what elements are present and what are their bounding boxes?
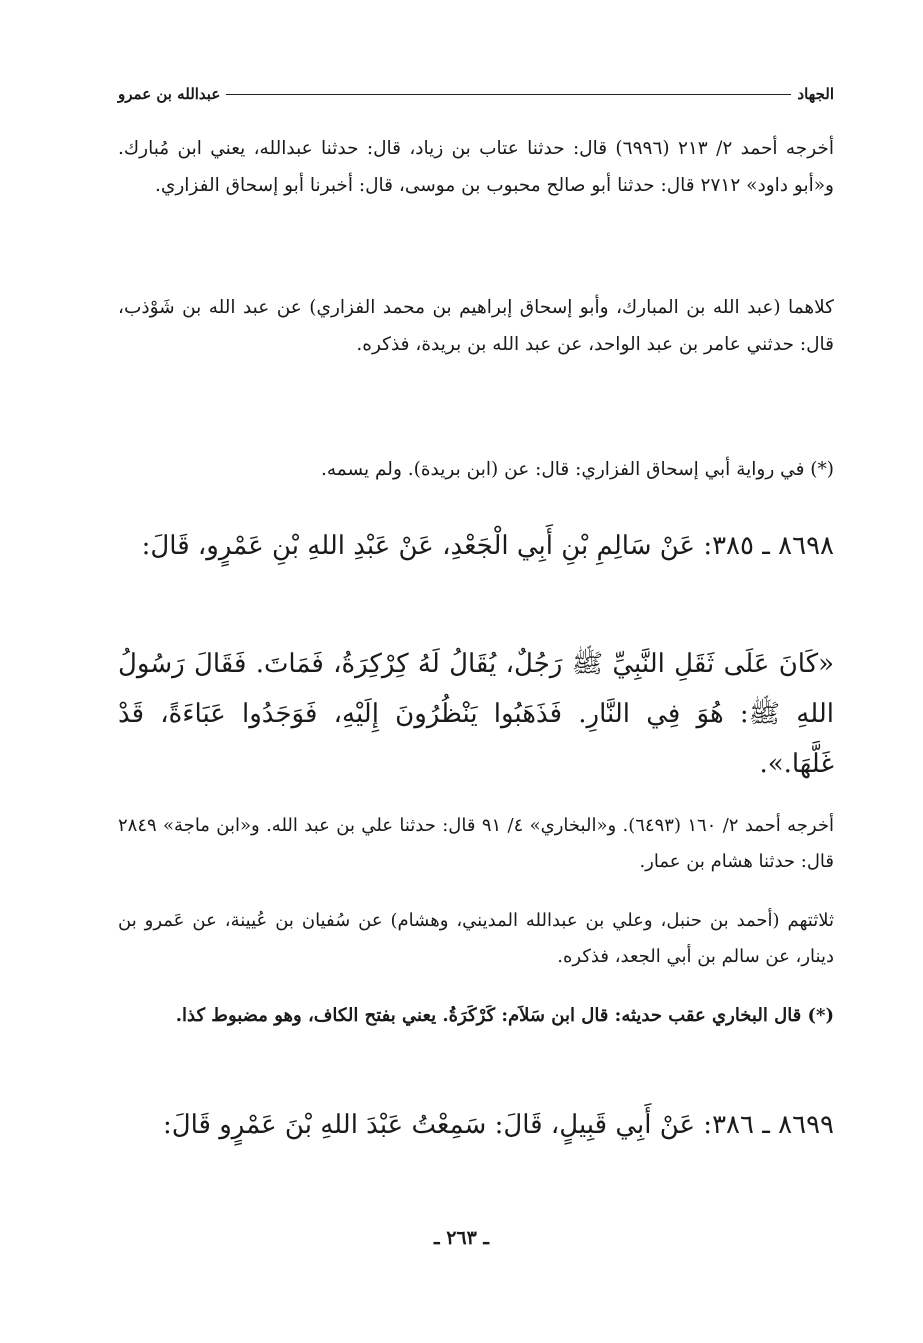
running-header <box>118 80 834 108</box>
header-section: عبدالله بن عمرو <box>118 85 221 103</box>
source-paragraph-3: أخرجه أحمد ٢/ ١٦٠ (٦٤٩٣). و«البخاري» ٤/ ٩١ قال: حدثنا علي بن عبد الله. و«ابن ماجة» ٢٨٤٩ قال: حدثنا هشام بن عمار. <box>118 815 834 872</box>
source-paragraph-4: ثلاثتهم (أحمد بن حنبل، وعلي بن عبدالله المديني، وهشام) عن سُفيان بن عُيينة، عن عَمرو بن دينار، عن سالم بن أبي الجعد، فذكره. <box>118 910 834 967</box>
note-paragraph-2: (*) قال البخاري عقب حديثه: قال ابن سَلاَم: كَرْكَرَةُ. يعني بفتح الكاف، وهو مضبوط كذا. <box>175 1005 834 1026</box>
source-paragraph-2: كلاهما (عبد الله بن المبارك، وأبو إسحاق إبراهيم بن محمد الفزاري) عن عبد الله بن شَوْذب، قال: حدثني عامر بن عبد الواحد، عن عبد الله بن بريدة، فذكره. <box>118 297 834 355</box>
note-paragraph-1: (*) في رواية أبي إسحاق الفزاري: قال: عن (ابن بريدة). ولم يسمه. <box>320 459 834 480</box>
header-rule <box>226 94 791 95</box>
page-number: ـ ٢٦٣ ـ <box>434 1227 489 1249</box>
hadith-8698-heading: ٨٦٩٨ ـ ٣٨٥: عَنْ سَالِمِ بْنِ أَبِي الْجَعْدِ، عَنْ عَبْدِ اللهِ بْنِ عَمْرٍو، قَالَ: <box>141 531 834 561</box>
hadith-8699-heading: ٨٦٩٩ ـ ٣٨٦: عَنْ أَبِي قَبِيلٍ، قَالَ: سَمِعْتُ عَبْدَ اللهِ بْنَ عَمْرٍو قَالَ: <box>162 1110 834 1140</box>
header-chapter: الجهاد <box>797 85 834 103</box>
source-paragraph-1: أخرجه أحمد ٢/ ٢١٣ (٦٩٩٦) قال: حدثنا عتاب بن زياد، قال: حدثنا عبدالله، يعني ابن مُبارك. و«أبو داود» ٢٧١٢ قال: حدثنا أبو صالح محبوب بن موسى، قال: أخبرنا أبو إسحاق الفزاري. <box>118 138 835 196</box>
hadith-8698-text: «كَانَ عَلَى ثَقَلِ النَّبِيِّ ﷺ رَجُلٌ، يُقَالُ لَهُ كِرْكِرَةُ، فَمَاتَ. فَقَالَ رَسُولُ اللهِ ﷺ: هُوَ فِي النَّارِ. فَذَهَبُوا يَنْظُرُونَ إِلَيْهِ، فَوَجَدُوا عَبَاءَةً، قَدْ غَلَّهَا.». <box>118 649 834 779</box>
